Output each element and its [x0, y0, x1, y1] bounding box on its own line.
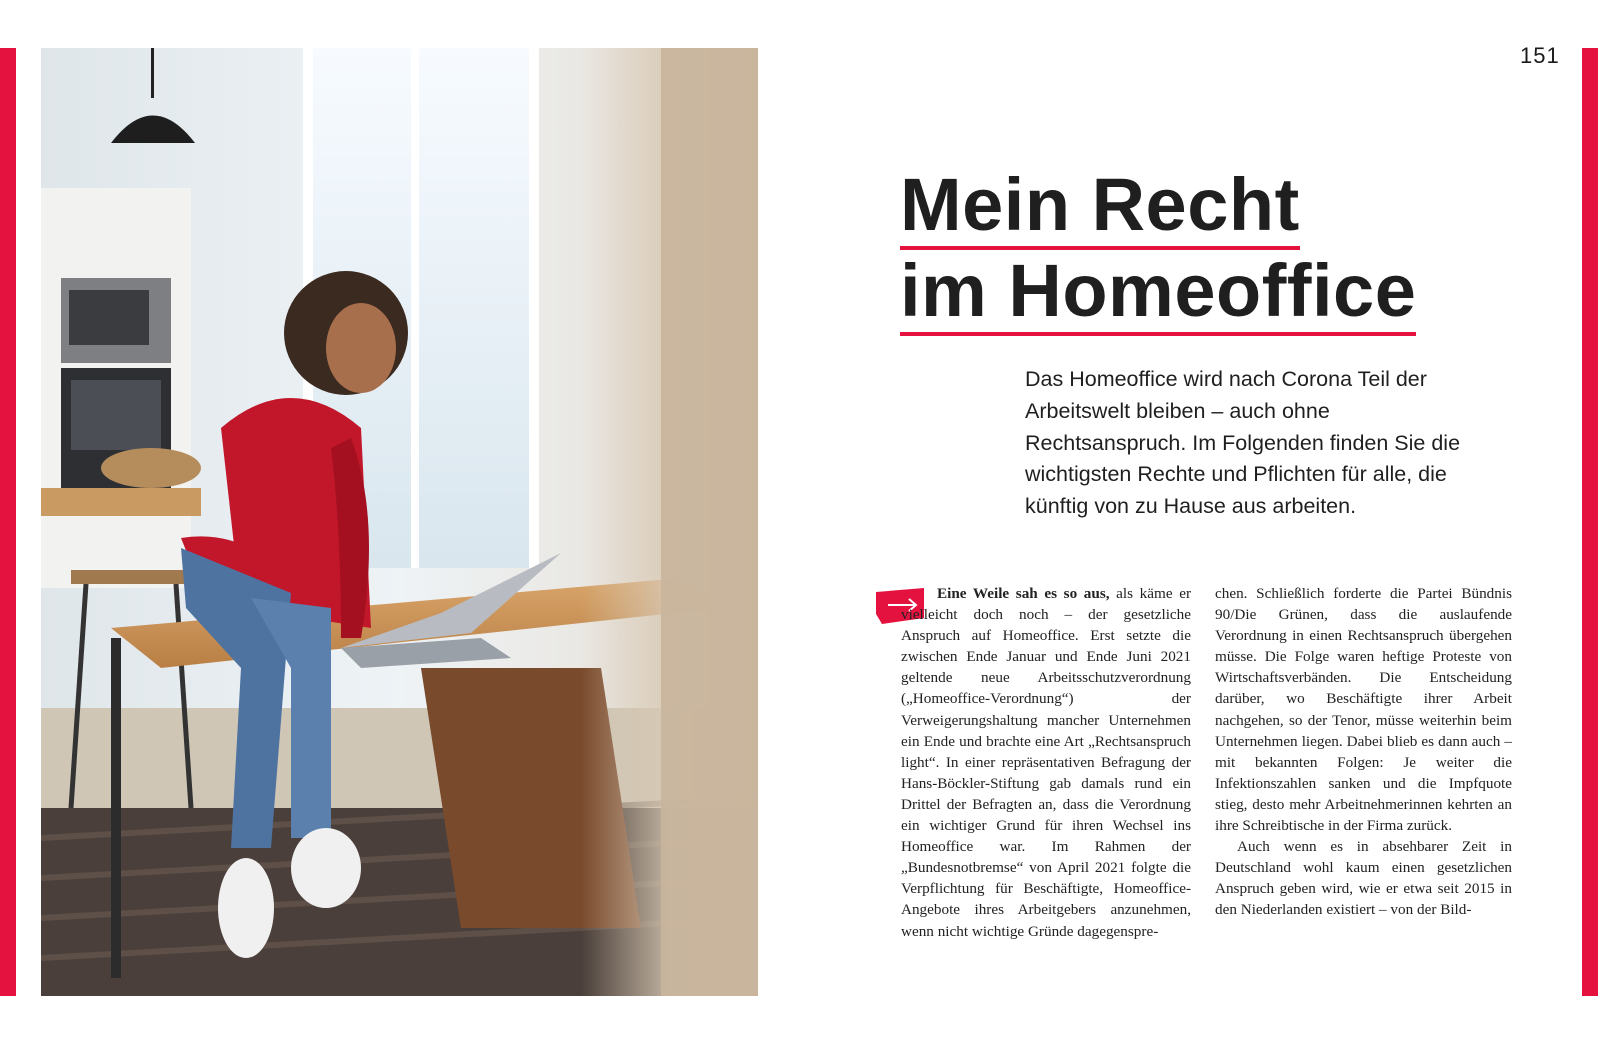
body-column-2 — [1215, 583, 1512, 921]
right-accent-bar — [1582, 48, 1598, 996]
lead-paragraph: Das Homeoffice wird nach Corona Teil der Arbeitswelt bleiben – auch ohne Rechtsanspruch. Im Folgenden finden Sie die wichtigsten Rechte und Pflichten für alle, die künftig von zu Hause aus arbeiten. — [1025, 367, 1461, 519]
left-accent-bar — [0, 48, 16, 996]
headline-line-2: im Homeoffice — [900, 250, 1416, 336]
body-text-column-2-paragraph-2: Auch wenn es in absehbarer Zeit in Deutschland wohl kaum einen gesetzlichen Anspruch geben wird, wie er etwa seit 2015 in den Niederlanden existiert – von der Bild- — [1215, 838, 1512, 919]
body-text-column-1: als käme er vielleicht doch noch – der gesetzliche Anspruch auf Homeoffice. Erst setzte die zwischen Ende Januar und Ende Juni 2021 geltende neue Arbeitsschutzverordnung („Homeoffice-Verordnung“) der Verweigerungshaltung mancher Unternehmen ein Ende und brachte eine Art „Rechtsanspruch light“. In einer repräsentativen Befragung der Hans-Böckler-Stiftung gab damals rund ein Drittel der Befragten an, dass die Verordnung ein wichtiger Grund für ihren Wechsel ins Homeoffice war. Im Rahmen der „Bundesnotbremse“ von April 2021 folgte die Verpflichtung für Beschäftigte, Homeoffice-Angebote ihres Arbeitgebers anzunehmen, wenn nicht wichtige Gründe dagegenspre- — [901, 585, 1191, 940]
page-number: 151 — [1520, 43, 1560, 68]
hero-photo — [41, 48, 758, 996]
headline-line-1: Mein Recht — [900, 164, 1300, 250]
body-paragraph-1 — [901, 583, 1191, 942]
body-text-column-2-paragraph-1: chen. Schließlich forderte die Partei Bündnis 90/Die Grünen, dass die auslaufende Verordnung in einen Rechtsanspruch übergehen müsse. Die Folge waren heftige Proteste von Wirtschaftsverbänden. Die Entscheidung darüber, wo Beschäftigte ihrer Arbeit nachgehen, so der Tenor, müsse weiterhin beim Unternehmen liegen. Dabei blieb es dann auch – mit bekannten Folgen: Je weiter die Infektionszahlen sanken und die Impfquote stieg, desto mehr Arbeitnehmerinnen kehrten an ihre Schreibtische in der Firma zurück. — [1215, 585, 1512, 835]
body-column-1 — [901, 583, 1191, 942]
run-in-lead: Eine Weile sah es so aus, — [937, 585, 1110, 602]
